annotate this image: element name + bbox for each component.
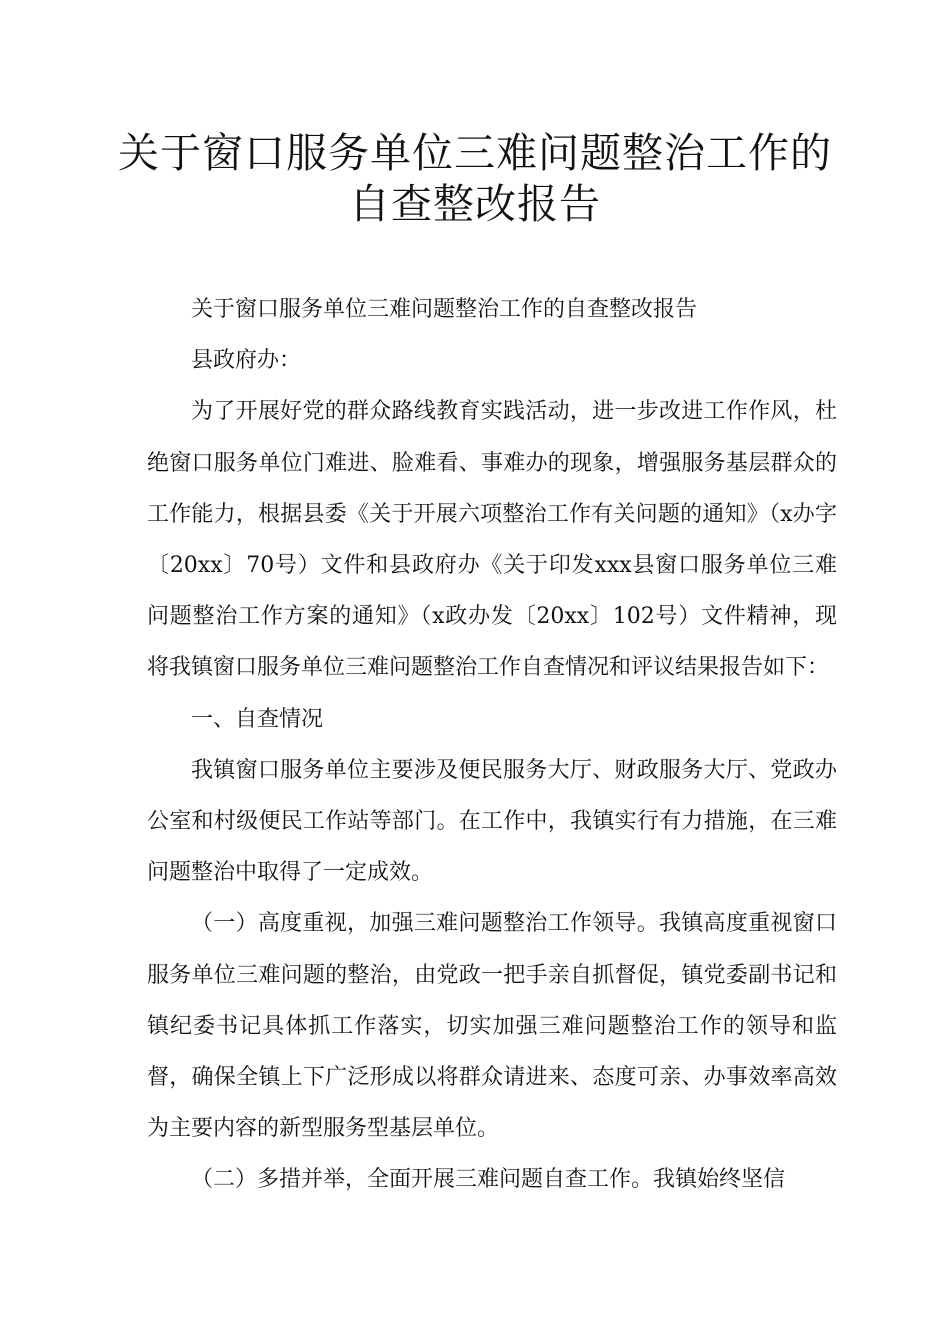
document-body [147, 284, 837, 1206]
paragraph-item-2: （二）多措并举，全面开展三难问题自查工作。我镇始终坚信 [191, 1167, 786, 1193]
document-subtitle: 关于窗口服务单位三难问题整治工作的自查整改报告 [191, 297, 698, 322]
document-title-line1: 关于窗口服务单位三难问题整治工作的 [118, 129, 832, 177]
paragraph-overview: 我镇窗口服务单位主要涉及便民服务大厅、财政服务大厅、党政办公室和村级便民工作站等部门。在工作中，我镇实行有力措施，在三难问题整治中取得了一定成效。 [147, 757, 837, 886]
section-heading: 一、自查情况 [191, 706, 324, 732]
document-title-line2: 自查整改报告 [349, 180, 601, 228]
paragraph-intro: 为了开展好党的群众路线教育实践活动，进一步改进工作作风，杜绝窗口服务单位门难进、脸难看、事难办的现象，增强服务基层群众的工作能力，根据县委《关于开展六项整治工作有关问题的通知》（x办字〔20xx〕70号）文件和县政府办《关于印发xxx县窗口服务单位三难问题整治工作方案的通知》（x政办发〔20xx〕102号）文件精神，现将我镇窗口服务单位三难问题整治工作自查情况和评议结果报告如下： [147, 399, 837, 681]
addressee: 县政府办： [191, 348, 302, 374]
paragraph-item-1: （一）高度重视，加强三难问题整治工作领导。我镇高度重视窗口服务单位三难问题的整治，由党政一把手亲自抓督促，镇党委副书记和镇纪委书记具体抓工作落实，切实加强三难问题整治工作的领导和监督，确保全镇上下广泛形成以将群众请进来、态度可亲、办事效率高效为主要内容的新型服务型基层单位。 [147, 911, 837, 1142]
